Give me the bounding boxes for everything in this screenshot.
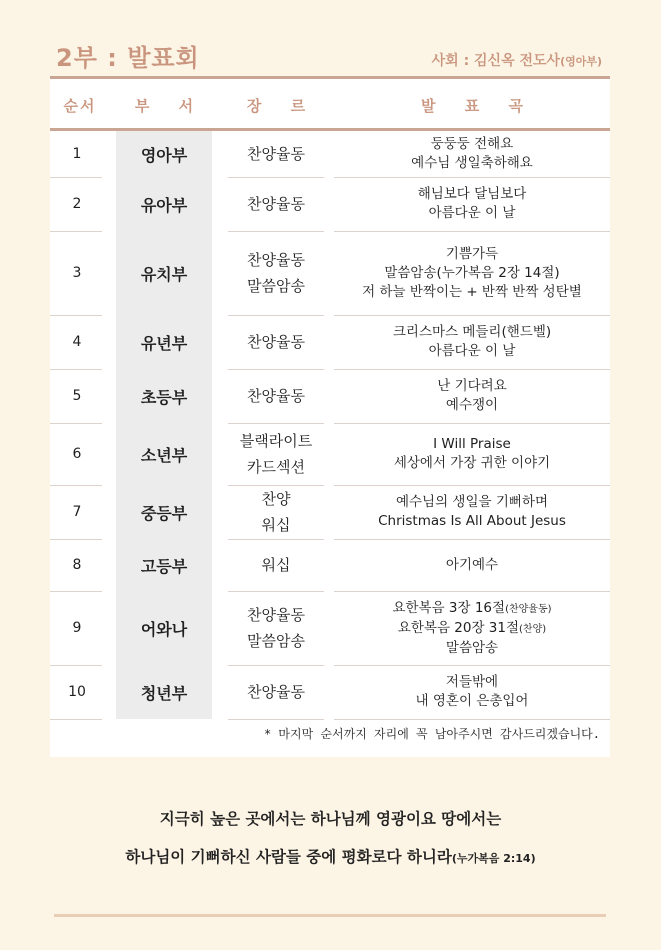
footnote: * 마지막 순서까지 자리에 꼭 남아주시면 감사드리겠습니다. <box>263 727 600 741</box>
song-title: 아름다운 이 날 <box>428 205 516 221</box>
song-title: 요한복음 20장 31절 <box>397 619 520 636</box>
genre-item: 찬양율동 <box>247 251 305 269</box>
page-title: 2부 : 발표회 <box>56 44 200 72</box>
songs-cell <box>334 665 610 719</box>
genre-item: 말씀암송 <box>247 277 305 295</box>
song-line <box>396 493 548 512</box>
program-table <box>50 79 610 757</box>
songs-cell <box>334 591 610 665</box>
genre-cell <box>228 315 324 369</box>
genre-item: 워십 <box>261 516 291 534</box>
song-line <box>433 435 511 454</box>
song-line <box>429 204 516 223</box>
genre-cell <box>228 591 324 665</box>
song-line <box>437 377 507 396</box>
column-header-genre: 장 르 <box>246 97 318 115</box>
verse-reference: (누가복음 2:14) <box>451 852 536 865</box>
song-line <box>446 556 498 575</box>
song-line <box>394 454 550 473</box>
song-title: 예수님 생일축하해요 <box>411 155 533 171</box>
song-title: I Will Praise <box>433 436 511 452</box>
song-title: 아기예수 <box>445 556 499 573</box>
row-divider <box>334 719 610 720</box>
song-line <box>446 639 498 658</box>
song-title: 난 기다려요 <box>437 378 507 394</box>
song-title: Christmas Is All About Jesus <box>378 513 566 529</box>
song-title: 예수님의 생일을 기뻐하며 <box>395 494 549 510</box>
department-name: 소년부 <box>116 423 212 485</box>
genre-item: 카드섹션 <box>247 458 305 476</box>
order-number: 5 <box>72 388 82 404</box>
department-name: 고등부 <box>116 539 212 591</box>
bottom-divider <box>54 914 606 917</box>
table-row <box>50 423 610 485</box>
host-info <box>432 50 602 70</box>
songs-cell <box>334 539 610 591</box>
order-number: 6 <box>72 446 82 462</box>
table-row <box>50 131 610 177</box>
song-note: (찬양) <box>519 623 547 635</box>
order-number: 3 <box>72 265 82 281</box>
song-title: 저 하늘 반짝이는 + 반짝 반짝 성탄별 <box>362 283 582 300</box>
song-line <box>378 512 566 531</box>
page-header <box>52 36 610 76</box>
song-title: 말씀암송 <box>445 639 499 656</box>
song-title: 예수쟁이 <box>445 397 499 413</box>
genre-item: 찬양율동 <box>247 145 305 163</box>
genre-cell <box>228 131 324 177</box>
song-line <box>398 619 546 639</box>
song-title: 요한복음 3장 16절 <box>392 599 506 616</box>
verse-text: 하나님이 기뻐하신 사람들 중에 평화로다 하니라 <box>125 848 452 866</box>
table-row <box>50 231 610 315</box>
genre-item: 워십 <box>261 556 291 574</box>
verse-line-1: 지극히 높은 곳에서는 하나님께 영광이요 땅에서는 <box>159 810 502 828</box>
genre-cell <box>228 369 324 423</box>
table-row <box>50 665 610 719</box>
song-line <box>431 135 514 154</box>
genre-cell <box>228 485 324 539</box>
song-line <box>416 692 529 711</box>
genre-cell <box>228 177 324 231</box>
genre-cell <box>228 665 324 719</box>
genre-cell <box>228 231 324 315</box>
table-row <box>50 485 610 539</box>
song-line <box>446 245 498 264</box>
order-number: 10 <box>68 684 86 700</box>
song-line <box>429 342 516 361</box>
genre-item: 말씀암송 <box>247 632 305 650</box>
genre-item: 블랙라이트 <box>239 432 313 450</box>
genre-item: 찬양 <box>261 490 291 508</box>
table-row <box>50 177 610 231</box>
song-title: 둥둥둥 전해요 <box>430 136 514 152</box>
table-header <box>50 79 610 128</box>
row-divider <box>50 719 102 720</box>
song-note: (찬양율동) <box>505 603 552 615</box>
department-name: 유년부 <box>116 315 212 369</box>
song-line <box>418 185 527 204</box>
song-line <box>384 264 559 283</box>
song-title: 아름다운 이 날 <box>428 343 516 359</box>
song-title: 기쁨가득 <box>445 245 499 262</box>
department-name: 영아부 <box>116 131 212 177</box>
genre-item: 찬양율동 <box>247 683 305 701</box>
song-line <box>393 323 551 342</box>
host-suffix: (영아부) <box>560 55 602 68</box>
table-row <box>50 591 610 665</box>
department-name: 유치부 <box>116 231 212 315</box>
column-header-songs: 발 표 곡 <box>421 97 535 115</box>
host-name: 사회 : 김신옥 전도사 <box>431 53 561 69</box>
songs-cell <box>334 423 610 485</box>
song-line <box>362 283 582 302</box>
songs-cell <box>334 177 610 231</box>
genre-item: 찬양율동 <box>247 606 305 624</box>
song-title: 말씀암송(누가복음 2장 14절) <box>384 264 560 281</box>
songs-cell <box>334 369 610 423</box>
order-number: 7 <box>72 504 82 520</box>
department-name: 어와나 <box>116 591 212 665</box>
order-number: 9 <box>72 620 82 636</box>
song-title: 저들밖에 <box>445 674 499 690</box>
genre-cell <box>228 539 324 591</box>
genre-item: 찬양율동 <box>247 387 305 405</box>
department-name: 청년부 <box>116 665 212 719</box>
department-name: 중등부 <box>116 485 212 539</box>
table-row <box>50 369 610 423</box>
column-header-order: 순서 <box>63 97 97 115</box>
genre-item: 찬양율동 <box>247 333 305 351</box>
genre-cell <box>228 423 324 485</box>
songs-cell <box>334 485 610 539</box>
order-number: 4 <box>72 334 82 350</box>
department-name: 초등부 <box>116 369 212 423</box>
table-row <box>50 315 610 369</box>
order-number: 1 <box>72 146 82 162</box>
genre-item: 찬양율동 <box>247 195 305 213</box>
order-number: 2 <box>72 196 82 212</box>
songs-cell <box>334 231 610 315</box>
department-name: 유아부 <box>116 177 212 231</box>
verse-line-2 <box>40 845 621 867</box>
table-row <box>50 539 610 591</box>
row-divider <box>228 719 324 720</box>
songs-cell <box>334 131 610 177</box>
song-title: 내 영혼이 은총입어 <box>415 693 529 709</box>
song-title: 크리스마스 메들리(핸드벨) <box>392 324 552 340</box>
song-line <box>446 673 498 692</box>
songs-cell <box>334 315 610 369</box>
song-title: 세상에서 가장 귀한 이야기 <box>393 455 551 471</box>
song-line <box>411 154 533 173</box>
song-line <box>446 396 498 415</box>
order-number: 8 <box>72 557 82 573</box>
column-header-dept: 부 서 <box>134 97 206 115</box>
song-title: 해님보다 달님보다 <box>417 186 527 202</box>
song-line <box>392 599 551 619</box>
